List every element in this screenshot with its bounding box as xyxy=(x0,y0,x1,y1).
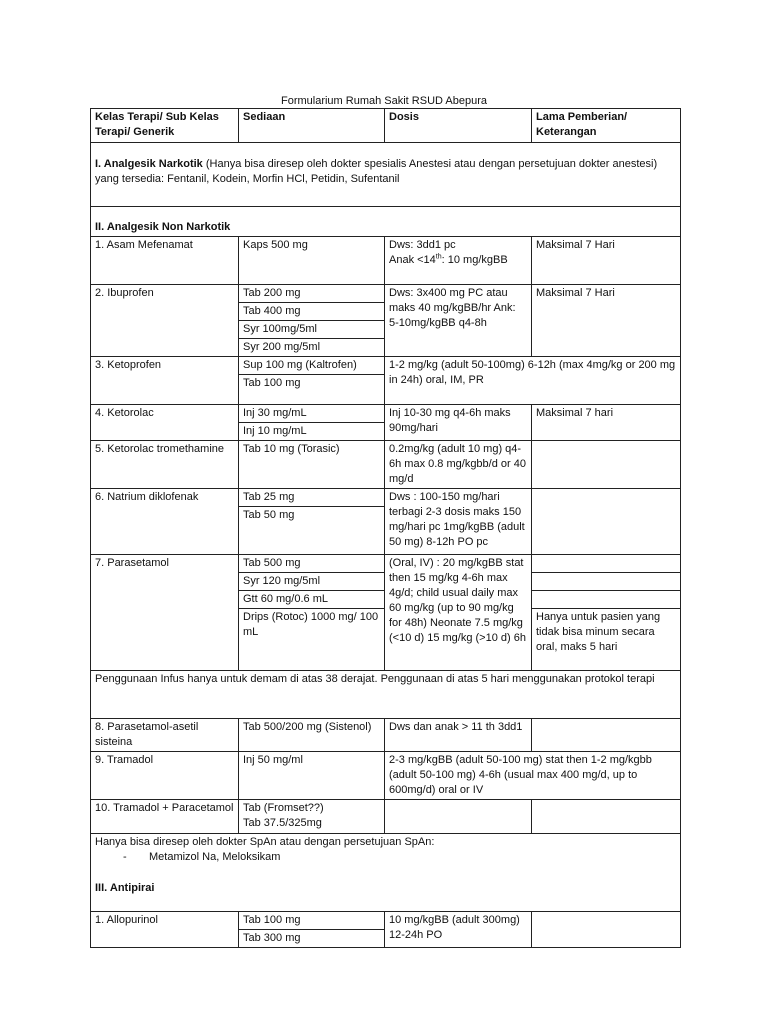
drug-name: 8. Parasetamol-asetil sisteina xyxy=(91,719,239,752)
drug-sediaan: Tab 100 mg xyxy=(239,375,385,405)
drug-lama: Maksimal 7 hari xyxy=(532,405,681,441)
drug-name: 7. Parasetamol xyxy=(91,555,239,671)
drug-lama-empty xyxy=(532,719,681,752)
drug-sediaan: Syr 100mg/5ml xyxy=(239,321,385,339)
document-title: Formularium Rumah Sakit RSUD Abepura xyxy=(280,95,488,107)
drug-name: 3. Ketoprofen xyxy=(91,357,239,405)
drug-sediaan: Inj 10 mg/mL xyxy=(239,423,385,441)
drug-name: 4. Ketorolac xyxy=(91,405,239,441)
drug-sediaan: Sup 100 mg (Kaltrofen) xyxy=(239,357,385,375)
drug-sediaan: Tab 100 mg xyxy=(239,912,385,930)
section-3-title: III. Antipirai xyxy=(95,882,155,894)
drug-lama-empty xyxy=(532,800,681,834)
table-row xyxy=(91,719,681,752)
drug-sediaan: Inj 30 mg/mL xyxy=(239,405,385,423)
drug-dosis-empty xyxy=(385,800,532,834)
drug-sediaan: Syr 120 mg/5ml xyxy=(239,573,385,591)
dosis-line: Dws: 3dd1 pc xyxy=(389,239,456,251)
drug-sediaan: Tab 200 mg xyxy=(239,285,385,303)
table-row xyxy=(91,800,681,834)
drug-sediaan: Tab 50 mg xyxy=(239,507,385,555)
drug-dosis: (Oral, IV) : 20 mg/kgBB stat then 15 mg/kg 4-6h max 4g/d; child usual daily max 60 mg/kg (up to 90 mg/kg for 48h) Neonate 7.5 mg/kg (<10 d) 15 mg/kg (>10 d) 6h xyxy=(385,555,532,671)
table-row xyxy=(91,555,681,573)
drug-dosis: 10 mg/kgBB (adult 300mg) 12-24h PO xyxy=(385,912,532,948)
header-kelas: Kelas Terapi/ Sub Kelas Terapi/ Generik xyxy=(91,109,239,143)
section-row-1 xyxy=(91,143,681,207)
drug-lama: Maksimal 7 Hari xyxy=(532,237,681,285)
note-row xyxy=(91,671,681,719)
drug-dosis xyxy=(385,237,532,285)
section-1-cell xyxy=(91,143,681,207)
table-row xyxy=(91,752,681,800)
section-1-title: I. Analgesik Narkotik xyxy=(95,158,203,170)
drug-dosis: Dws dan anak > 11 th 3dd1 xyxy=(385,719,532,752)
table-row xyxy=(91,912,681,930)
infus-note: Penggunaan Infus hanya untuk demam di atas 38 derajat. Penggunaan di atas 5 hari menggunakan protokol terapi xyxy=(91,671,681,719)
drug-sediaan: Tab 500 mg xyxy=(239,555,385,573)
spAn-item: - Metamizol Na, Meloksikam xyxy=(123,851,281,863)
note-row xyxy=(91,834,681,912)
header-sediaan: Sediaan xyxy=(239,109,385,143)
drug-sediaan: Tab 25 mg xyxy=(239,489,385,507)
drug-name: 6. Natrium diklofenak xyxy=(91,489,239,555)
table-row xyxy=(91,357,681,375)
header-dosis: Dosis xyxy=(385,109,532,143)
drug-name: 9. Tramadol xyxy=(91,752,239,800)
spAn-note-cell xyxy=(91,834,681,912)
drug-sediaan: Kaps 500 mg xyxy=(239,237,385,285)
drug-lama-empty xyxy=(532,489,681,555)
drug-name: 1. Asam Mefenamat xyxy=(91,237,239,285)
table-row xyxy=(91,489,681,507)
drug-sediaan: Tab 400 mg xyxy=(239,303,385,321)
drug-sediaan: Tab 10 mg (Torasic) xyxy=(239,441,385,489)
drug-sediaan: Tab 300 mg xyxy=(239,930,385,948)
table-row xyxy=(91,237,681,285)
spAn-note: Hanya bisa diresep oleh dokter SpAn atau dengan persetujuan SpAn: xyxy=(95,836,435,848)
table-header-row xyxy=(91,109,681,143)
formulary-table xyxy=(90,108,681,948)
section-1-note: (Hanya bisa diresep oleh dokter spesialis Anestesi atau dengan persetujuan dokter anestesi) yang tersedia: Fentanil, Kodein, Morfin HCl, Petidin, Sufentanil xyxy=(95,158,658,185)
drug-name: 1. Allopurinol xyxy=(91,912,239,948)
section-row-2 xyxy=(91,207,681,237)
drug-sediaan: Gtt 60 mg/0.6 mL xyxy=(239,591,385,609)
drug-lama-empty xyxy=(532,573,681,591)
drug-dosis: 0.2mg/kg (adult 10 mg) q4-6h max 0.8 mg/kgbb/d or 40 mg/d xyxy=(385,441,532,489)
drug-sediaan: Syr 200 mg/5ml xyxy=(239,339,385,357)
drug-lama: Maksimal 7 Hari xyxy=(532,285,681,357)
table-row xyxy=(91,441,681,489)
sediaan-line: Tab (Fromset??) xyxy=(243,802,324,814)
drug-dosis: Inj 10-30 mg q4-6h maks 90mg/hari xyxy=(385,405,532,441)
drug-sediaan xyxy=(239,800,385,834)
drug-lama-empty xyxy=(532,441,681,489)
dosis-line: Anak <14th: 10 mg/kgBB xyxy=(389,253,508,266)
drug-sediaan: Tab 500/200 mg (Sistenol) xyxy=(239,719,385,752)
drug-dosis: 2-3 mg/kgBB (adult 50-100 mg) stat then 1-2 mg/kgbb (adult 50-100 mg) 4-6h (usual max 400 mg/d, up to 600mg/d) oral or IV xyxy=(385,752,681,800)
drug-lama: Hanya untuk pasien yang tidak bisa minum secara oral, maks 5 hari xyxy=(532,609,681,671)
table-row xyxy=(91,405,681,423)
drug-name: 5. Ketorolac tromethamine xyxy=(91,441,239,489)
drug-name: 10. Tramadol + Paracetamol xyxy=(91,800,239,834)
drug-name: 2. Ibuprofen xyxy=(91,285,239,357)
drug-sediaan: Drips (Rotoc) 1000 mg/ 100 mL xyxy=(239,609,385,671)
drug-lama-empty xyxy=(532,591,681,609)
drug-dosis: Dws : 100-150 mg/hari terbagi 2-3 dosis maks 150 mg/hari pc 1mg/kgBB (adult 50 mg) 8-12h PO pc xyxy=(385,489,532,555)
drug-lama-empty xyxy=(532,912,681,948)
drug-dosis: 1-2 mg/kg (adult 50-100mg) 6-12h (max 4mg/kg or 200 mg in 24h) oral, IM, PR xyxy=(385,357,681,405)
header-lama: Lama Pemberian/ Keterangan xyxy=(532,109,681,143)
drug-lama-empty xyxy=(532,555,681,573)
drug-sediaan: Inj 50 mg/ml xyxy=(239,752,385,800)
section-2-title: II. Analgesik Non Narkotik xyxy=(91,207,681,237)
sediaan-line: Tab 37.5/325mg xyxy=(243,817,322,829)
drug-dosis: Dws: 3x400 mg PC atau maks 40 mg/kgBB/hr Ank: 5-10mg/kgBB q4-8h xyxy=(385,285,532,357)
table-row xyxy=(91,285,681,303)
